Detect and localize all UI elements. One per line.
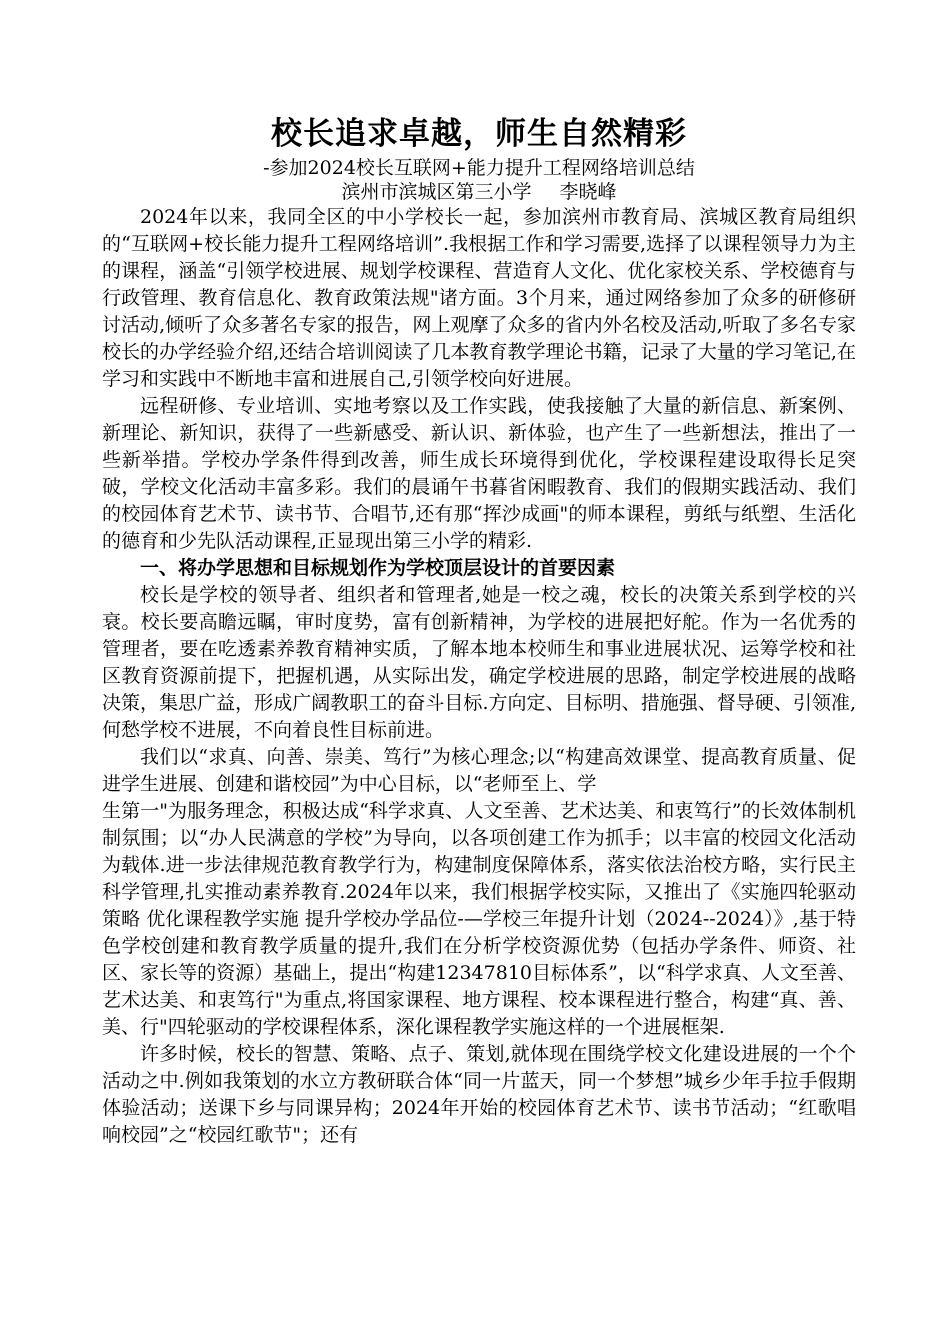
- section-heading-1: 一、将办学思想和目标规划作为学校顶层设计的首要因素: [140, 557, 616, 579]
- author-line: [102, 180, 856, 204]
- paragraph-2: 远程研修、专业培训、实地考察以及工作实践，使我接触了大量的新信息、新案例、新理论、新知识，获得了一些新感受、新认识、新体验，也产生了一些新想法，推出了一些新举措。学校办学条件得到改善，师生成长环境得到优化，学校课程建设取得长足突破，学校文化活动丰富多彩。我们的晨诵午书暮省闲暇教育、我们的假期实践活动、我们的校园体育艺术节、读书节、合唱节,还有那“挥沙成画"的师本课程，剪纸与纸塑、生活化的德育和少先队活动课程,正显现出第三小学的精彩.: [102, 395, 856, 552]
- paragraph-1: 2024年以来，我同全区的中小学校长一起，参加滨州市教育局、滨城区教育局组织的“互联网+校长能力提升工程网络培训”.我根据工作和学习需要,选择了以课程领导力为主的课程，涵盖“引领学校进展、规划学校课程、营造育人文化、优化家校关系、学校德育与行政管理、教育信息化、教育政策法规"诸方面。3个月来，通过网络参加了众多的研修研讨活动,倾听了众多著名专家的报告，网上观摩了众多的省内外名校及活动,听取了多名专家校长的办学经验介绍,还结合培训阅读了几本教育教学理论书籍，记录了大量的学习笔记,在学习和实践中不断地丰富和进展自己,引领学校向好进展。: [102, 206, 856, 390]
- paragraph-4-part-2: 生第一"为服务理念，积极达成“科学求真、人文至善、艺术达美、和衷笃行”的长效体制机制氛围；以“办人民满意的学校”为导向，以各项创建工作为抓手；以丰富的校园文化活动为载体.进一步法律规范教育教学行为，构建制度保障体系，落实依法治校方略，实行民主科学管理,扎实推动素养教育.2024年以来，我们根据学校实际，又推出了《实施四轮驱动策略 优化课程教学实施 提升学校办学品位-—学校三年提升计划（2024--2024）》,基于特色学校创建和教育教学质量的提升,我们在分析学校资源优势（包括办学条件、师资、社区、家长等的资源）基础上，提出“构建12347810目标体系”，以“科学求真、人文至善、艺术达美、和衷笃行"为重点,将国家课程、地方课程、校本课程进行整合，构建“真、善、美、行"四轮驱动的学校课程体系，深化课程教学实施这样的一个进展框架.: [102, 800, 856, 1038]
- author-name: 李晓峰: [559, 181, 617, 203]
- document-subtitle: -参加2024校长互联网+能力提升工程网络培训总结: [263, 157, 695, 179]
- document-title: 校长追求卓越，师生自然精彩: [271, 116, 687, 152]
- author-unit: 滨州市滨城区第三小学: [341, 181, 532, 203]
- paragraph-5: 许多时候，校长的智慧、策略、点子、策划,就体现在围绕学校文化建设进展的一个个活动之中.例如我策划的水立方教研联合体“同一片蓝天，同一个梦想”城乡少年手拉手假期体验活动；送课下乡与同课异构；2024年开始的校园体育艺术节、读书节活动；“红歌唱响校园”之“校园红歌节"；还有: [102, 1043, 856, 1146]
- paragraph-4-part-1: 我们以“求真、向善、崇美、笃行”为核心理念;以“构建高效课堂、提高教育质量、促进学生进展、创建和谐校园”为中心目标，以“老师至上、学: [102, 746, 856, 795]
- paragraph-3: 校长是学校的领导者、组织者和管理者,她是一校之魂，校长的决策关系到学校的兴衰。校长要高瞻远瞩，审时度势，富有创新精神，为学校的进展把好舵。作为一名优秀的管理者，要在吃透素养教育精神实质，了解本地本校师生和事业进展状况、运筹学校和社区教育资源前提下，把握机遇，从实际出发，确定学校进展的思路，制定学校进展的战略决策，集思广益，形成广阔教职工的奋斗目标.方向定、目标明、措施强、督导硬、引领准,何愁学校不进展，不向着良性目标前进。: [102, 584, 856, 741]
- document-page: [102, 112, 856, 1149]
- document-body: [102, 204, 856, 1149]
